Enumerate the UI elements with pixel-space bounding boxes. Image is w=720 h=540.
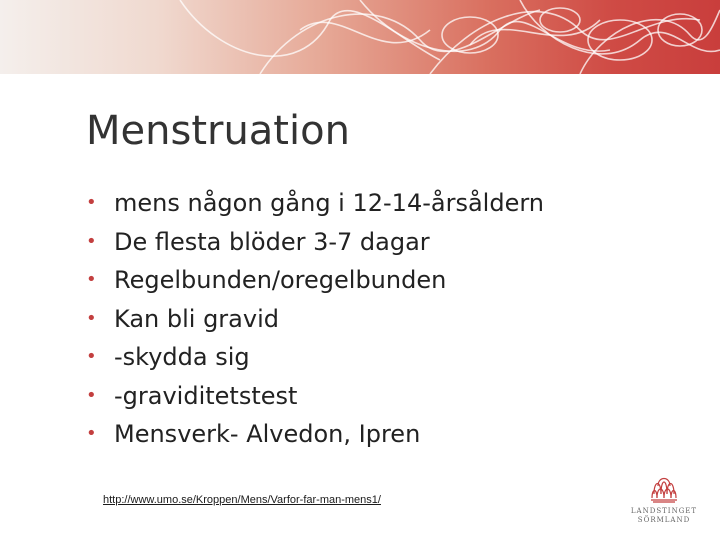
- bullet-list: [84, 184, 544, 454]
- logo-text-line2: SÖRMLAND: [637, 516, 691, 524]
- bullet-item: [84, 223, 544, 262]
- decorative-swirl: [0, 0, 720, 74]
- bullet-item: [84, 184, 544, 223]
- bullet-text: -graviditetstest: [114, 381, 298, 410]
- bullet-text: Kan bli gravid: [114, 304, 279, 333]
- bullet-icon: •: [86, 307, 97, 329]
- logo-text-line1: LANDSTINGET: [630, 507, 698, 515]
- bullet-item: [84, 415, 544, 454]
- header-banner: [0, 0, 720, 74]
- landstinget-sormland-logo: [628, 474, 700, 524]
- bullet-icon: •: [86, 423, 97, 444]
- bullet-icon: •: [86, 230, 97, 252]
- bullet-icon: •: [86, 384, 97, 406]
- bullet-text: -skydda sig: [114, 343, 250, 371]
- bullet-text: Mensverk- Alvedon, Ipren: [114, 420, 421, 448]
- bullet-icon: •: [86, 346, 97, 367]
- bullet-item: [84, 300, 544, 339]
- umo-link[interactable]: http://www.umo.se/Kroppen/Mens/Varfor-far-man-mens1/: [103, 494, 381, 506]
- bullet-icon: •: [86, 192, 97, 213]
- bullet-text: Regelbunden/oregelbunden: [114, 266, 447, 294]
- crown-icon: [648, 474, 680, 504]
- bullet-item: [84, 377, 544, 416]
- bullet-text: De flesta blöder 3-7 dagar: [114, 227, 430, 256]
- bullet-text: mens någon gång i 12-14-årsåldern: [114, 189, 544, 217]
- bullet-icon: •: [86, 269, 97, 290]
- bullet-item: [84, 261, 544, 300]
- slide-title: Menstruation: [86, 108, 350, 154]
- bullet-item: [84, 338, 544, 377]
